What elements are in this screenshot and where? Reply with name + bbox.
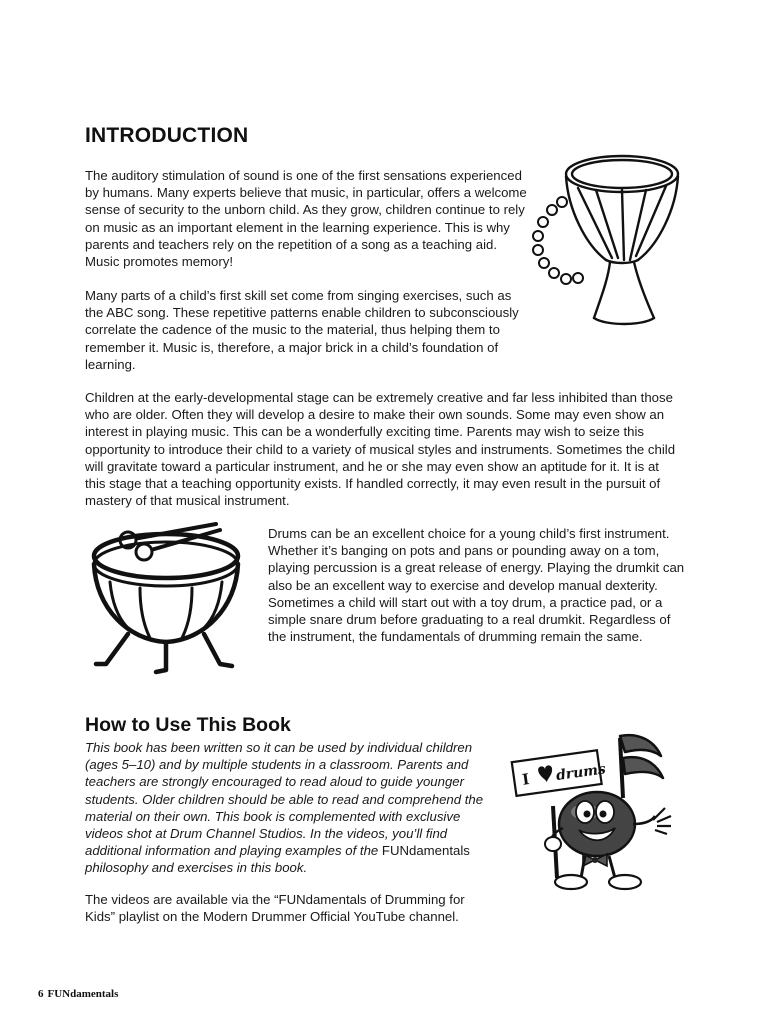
running-title: FUNdamentals [47, 988, 119, 1000]
sign-letter-i: I [521, 770, 531, 789]
how-to-use-paragraph-1 [85, 739, 485, 877]
fundamentals-brand-text: FUNdamentals [381, 843, 470, 859]
timpani-drum-with-mallets-illustration [88, 518, 248, 678]
intro-paragraph-2: Many parts of a child’s first skill set come from singing exercises, such as the ABC song. These repetitive patterns enable children to subconsciously correlate the cadence of the music to the material, thus helping them to remember it. Music is, therefore, a major brick in a child’s foundation of learning. [85, 288, 519, 372]
djembe-drum-illustration [526, 150, 696, 335]
intro-paragraph-3: Children at the early-developmental stage can be extremely creative and far less inhibited than those who are older. Often they will develop a desire to make their own sounds. Some may even show an interest in playing music. This can be a wonderfully exciting time. Parents may wish to seize this opportunity to introduce their child to a variety of musical styles and instruments. Sometimes the child will gravitate toward a particular instrument, and he or she may even show an aptitude for it. It is at this stage that a teaching opportunity exists. If handled correctly, it may even result in the pursuit of mastery of that musical instrument. [85, 390, 676, 509]
how-to-use-italic-text: This book has been written so it can be used by individual children (ages 5–10) and by multiple students in a classroom. Parents and teachers are strongly encouraged to read aloud to guide younger students. Older children should be able to read and comprehend the material on their own. This book is complemented with exclusive videos shot at Drum Channel Studios. In the videos, you’ll find additional information and playing examples of the [85, 740, 484, 859]
how-to-use-italic-tail: philosophy and exercises in this book. [85, 860, 308, 876]
intro-paragraph-1: The auditory stimulation of sound is one of the first sensations experienced by humans. Many experts believe that music, in particular, offers a welcome sense of security to the unborn child. As they grow, children continue to rely on music as an important element in the learning experience. This is why parents and teachers rely on the repetition of a song as a teaching aid. Music promotes memory! [85, 168, 527, 270]
sign-word-drums: drums [555, 761, 607, 785]
how-to-use-paragraph-2: The videos are available via the “FUNdamentals of Drumming for Kids” playlist on the Modern Drummer Official YouTube channel. [85, 892, 465, 925]
page-footer [38, 988, 118, 1000]
music-note-mascot-holding-sign-illustration [505, 728, 690, 893]
introduction-heading: INTRODUCTION [85, 124, 249, 147]
page-number: 6 [38, 988, 44, 1000]
how-to-use-heading: How to Use This Book [85, 714, 291, 736]
intro-paragraph-4: Drums can be an excellent choice for a young child’s first instrument. Whether it’s banging on pots and pans or pounding away on a tom, playing percussion is a great release of energy. Playing the drumkit can also be an excellent way to exercise and develop manual dexterity. Sometimes a child will start out with a toy drum, a practice pad, or a simple snare drum before graduating to a real drumkit. Regardless of the instrument, the fundamentals of drumming remain the same. [268, 526, 685, 645]
